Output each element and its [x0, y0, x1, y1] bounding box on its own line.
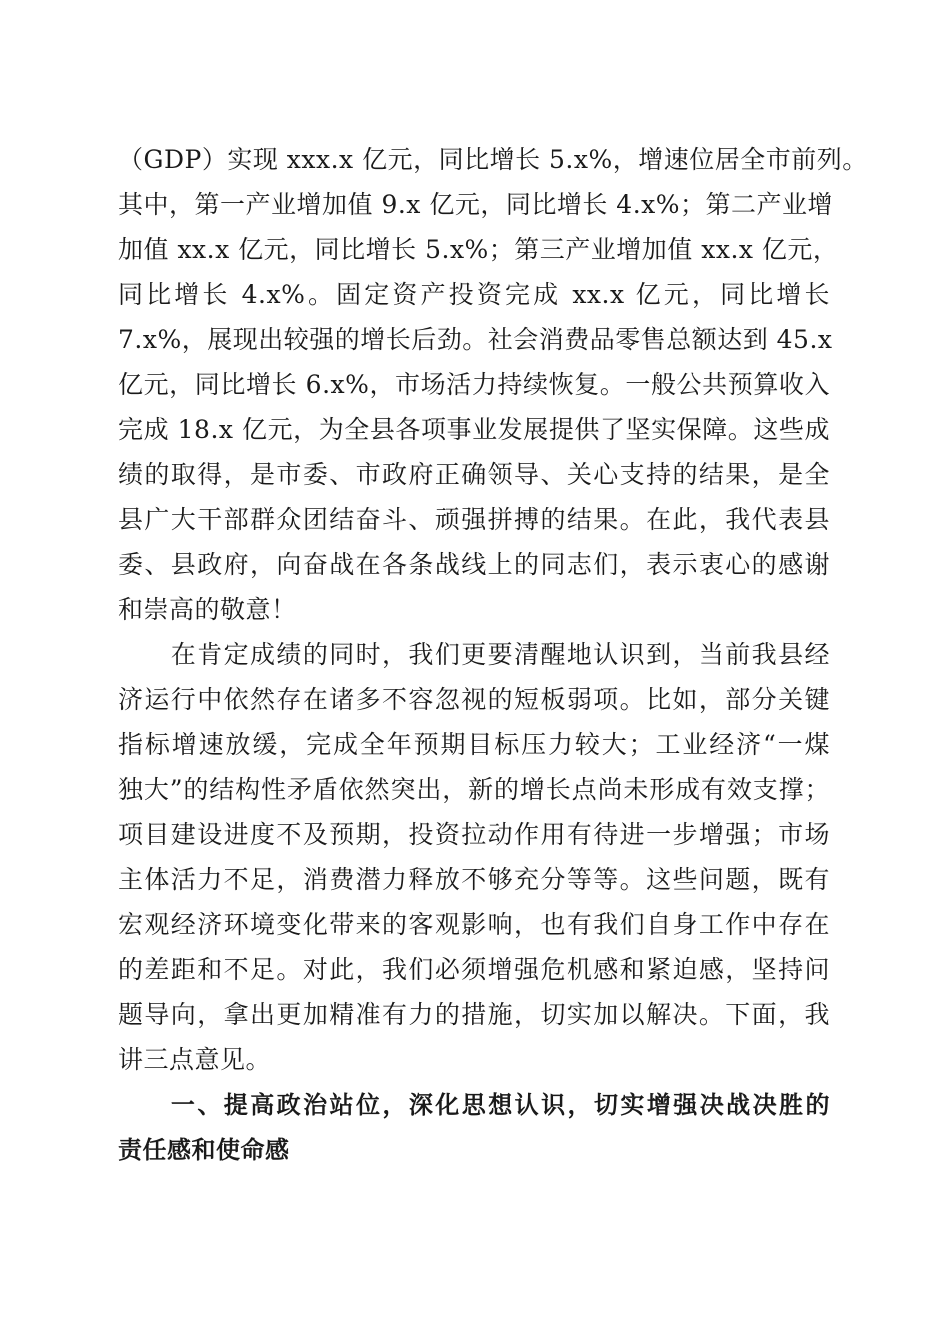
text-line: 在肯定成绩的同时，我们更要清醒地认识到，当前我县经 — [118, 640, 830, 669]
text-line: 项目建设进度不及预期，投资拉动作用有待进一步增强；市场 — [118, 820, 830, 849]
text-line: 绩的取得，是市委、市政府正确领导、关心支持的结果，是全 — [118, 460, 830, 489]
text-line: 县广大干部群众团结奋斗、顽强拼搏的结果。在此，我代表县 — [118, 505, 830, 534]
text-line: 讲三点意见。 — [118, 1045, 272, 1074]
text-line: （GDP）实现 xxx.x 亿元，同比增长 5.x%，增速位居全市前列。 — [118, 145, 868, 174]
text-line: 主体活力不足，消费潜力释放不够充分等等。这些问题，既有 — [118, 865, 830, 894]
text-line: 委、县政府，向奋战在各条战线上的同志们，表示衷心的感谢 — [118, 550, 830, 579]
text-line: 完成 18.x 亿元，为全县各项事业发展提供了坚实保障。这些成 — [118, 415, 830, 444]
text-line: 加值 xx.x 亿元，同比增长 5.x%；第三产业增加值 xx.x 亿元， — [118, 235, 839, 264]
text-line: 宏观经济环境变化带来的客观影响，也有我们自身工作中存在 — [118, 910, 830, 939]
text-line: 指标增速放缓，完成全年预期目标压力较大；工业经济“一煤 — [118, 730, 830, 759]
text-line: 济运行中依然存在诸多不容忽视的短板弱项。比如，部分关键 — [118, 685, 830, 714]
text-line: 和崇高的敬意！ — [118, 595, 297, 624]
text-line: 独大”的结构性矛盾依然突出，新的增长点尚未形成有效支撑； — [118, 775, 830, 804]
text-line: 同比增长 4.x%。固定资产投资完成 xx.x 亿元，同比增长 — [118, 280, 830, 309]
text-line: 7.x%，展现出较强的增长后劲。社会消费品零售总额达到 45.x — [118, 325, 833, 354]
heading-line: 一、提高政治站位，深化思想认识，切实增强决战决胜的 — [118, 1091, 830, 1119]
heading-line: 责任感和使命感 — [118, 1136, 290, 1164]
text-line: 其中，第一产业增加值 9.x 亿元，同比增长 4.x%；第二产业增 — [118, 190, 834, 219]
text-line: 亿元，同比增长 6.x%，市场活力持续恢复。一般公共预算收入 — [118, 370, 830, 399]
text-line: 的差距和不足。对此，我们必须增强危机感和紧迫感，坚持问 — [118, 955, 830, 984]
text-line: 题导向，拿出更加精准有力的措施，切实加以解决。下面，我 — [118, 1000, 830, 1029]
